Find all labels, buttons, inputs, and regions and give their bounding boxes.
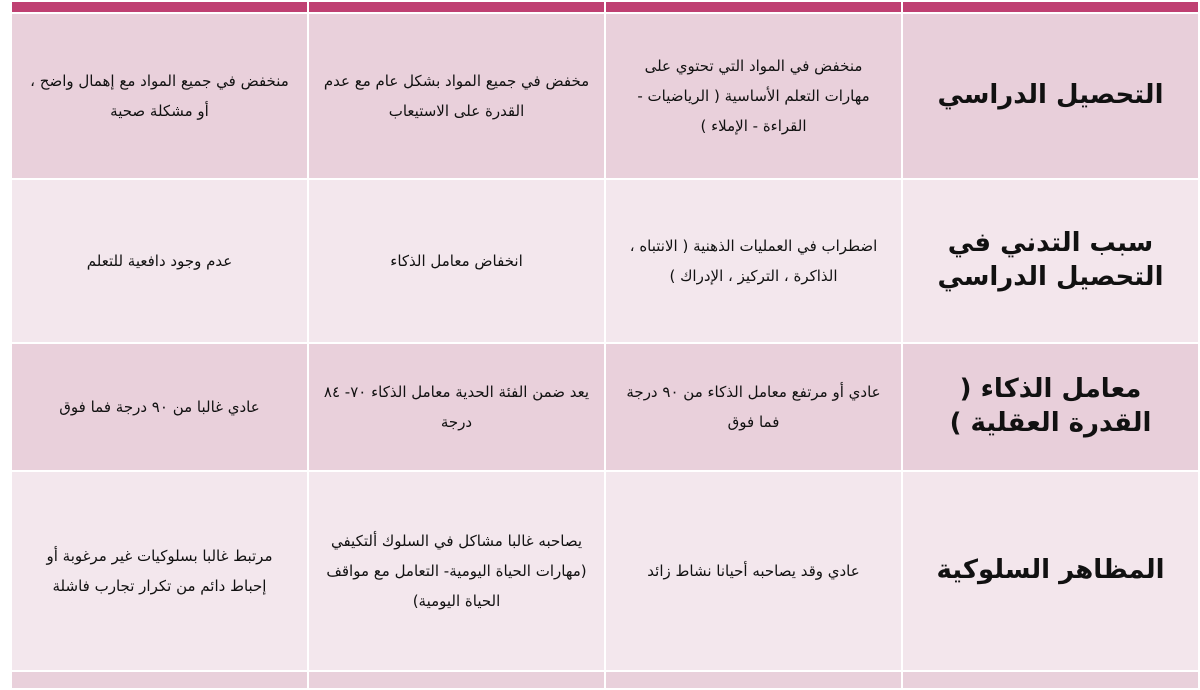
table-cell: يصاحبه غالبا مشاكل في السلوك ألتكيفي (مهارات الحياة اليومية- التعامل مع مواقف الحياة اليومية) xyxy=(308,471,605,671)
row-label-achievement: التحصيل الدراسي xyxy=(902,13,1199,179)
header-cell-3 xyxy=(11,1,308,13)
table-cell: منخفض في المواد التي تحتوي على مهارات التعلم الأساسية ( الرياضيات - القراءة - الإملاء ) xyxy=(605,13,902,179)
table-cell: انخفاض معامل الذكاء xyxy=(308,179,605,343)
table-cell: عادي غالبا من ٩٠ درجة فما فوق xyxy=(11,343,308,471)
table-cell-empty xyxy=(308,671,605,689)
table-cell: مرتبط غالبا بسلوكيات غير مرغوبة أو إحباط دائم من تكرار تجارب فاشلة xyxy=(11,471,308,671)
table-cell: عادي وقد يصاحبه أحيانا نشاط زائد xyxy=(605,471,902,671)
table-cell: عدم وجود دافعية للتعلم xyxy=(11,179,308,343)
comparison-table xyxy=(10,0,1200,690)
table-row xyxy=(11,343,1199,471)
table-cell: يعد ضمن الفئة الحدية معامل الذكاء ٧٠- ٨٤ درجة xyxy=(308,343,605,471)
header-cell-1 xyxy=(605,1,902,13)
table-cell-empty xyxy=(902,671,1199,689)
row-label-iq: معامل الذكاء ( القدرة العقلية ) xyxy=(902,343,1199,471)
table-cell: اضطراب في العمليات الذهنية ( الانتباه ، الذاكرة ، التركيز ، الإدراك ) xyxy=(605,179,902,343)
table-cell-empty xyxy=(11,671,308,689)
table-header-row xyxy=(11,1,1199,13)
table-row xyxy=(11,179,1199,343)
row-label-cause: سبب التدني في التحصيل الدراسي xyxy=(902,179,1199,343)
table-row xyxy=(11,13,1199,179)
table-cell: مخفض في جميع المواد بشكل عام مع عدم القدرة على الاستيعاب xyxy=(308,13,605,179)
table-row-partial xyxy=(11,671,1199,689)
row-label-behavior: المظاهر السلوكية xyxy=(902,471,1199,671)
header-cell-label xyxy=(902,1,1199,13)
table-cell-empty xyxy=(605,671,902,689)
table-row xyxy=(11,471,1199,671)
table-cell: عادي أو مرتفع معامل الذكاء من ٩٠ درجة فما فوق xyxy=(605,343,902,471)
table-cell: منخفض في جميع المواد مع إهمال واضح ، أو مشكلة صحية xyxy=(11,13,308,179)
header-cell-2 xyxy=(308,1,605,13)
